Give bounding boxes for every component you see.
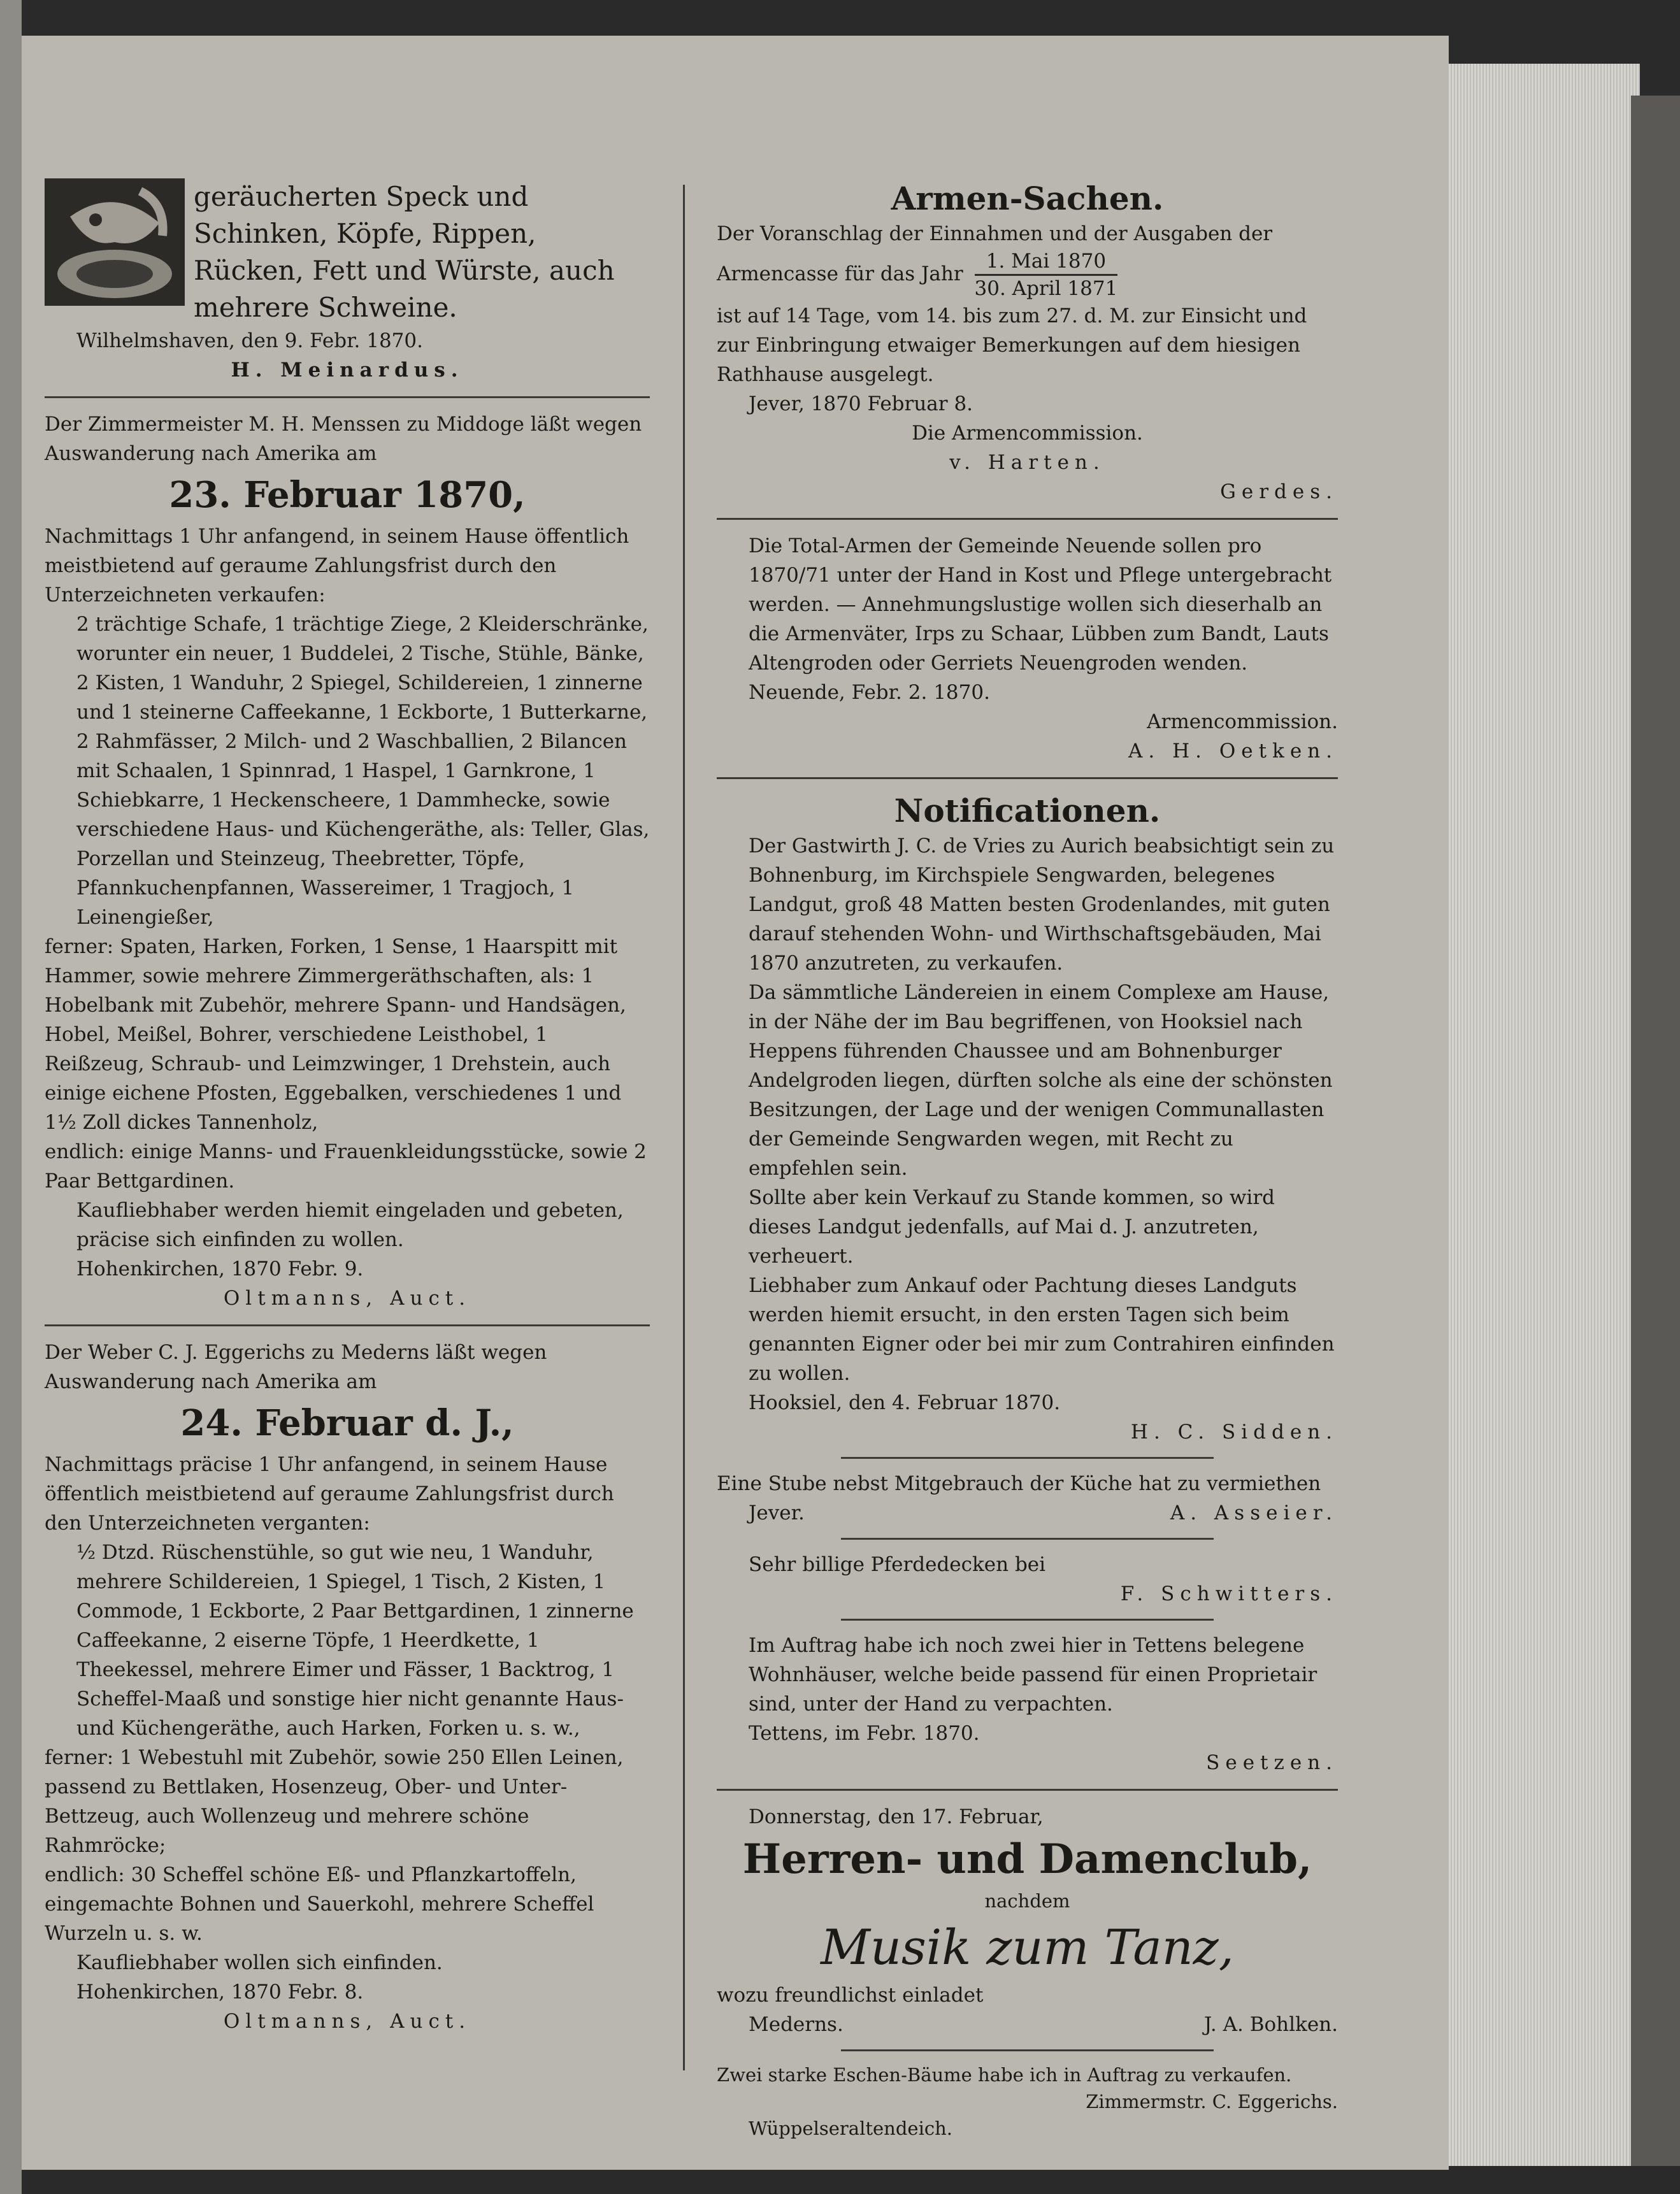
notif-paragraph-1: Der Gastwirth J. C. de Vries zu Aurich beabsichtigt sein zu Bohnenburg, im Kirchspiele Sengwarden, belegenes Landgut, groß 48 Matten besten Grodenlandes, mit guten darauf stehenden Wohn- und Wirthschaftsgebäuden, Mai 1870 anzutreten, zu verkaufen. (749, 835, 1335, 975)
baum-place: Wüppelseraltendeich. (749, 2118, 952, 2139)
notif-paragraph-2: Da sämmtliche Ländereien in einem Complexe am Hause, in der Nähe der im Bau begriffenen, von Hooksiel nach Heppens führenden Chaussee und am Bohnenburger Andelgroden liegen, dürften solche als eine der schönsten Besitzungen, der Lage und der wenigen Communallasten der Gemeinde Sengwarden wegen, mit Recht zu empfehlen sein. (749, 981, 1333, 1180)
armen-sachen-ad (717, 178, 1338, 506)
notificationen-ad (717, 791, 1338, 1447)
armen-date-fraction (975, 248, 1118, 301)
club-date: Donnerstag, den 17. Februar, (749, 1805, 1044, 1828)
adjacent-page-edge (0, 0, 22, 2194)
neuende-place-date: Neuende, Febr. 2. 1870. (749, 681, 990, 704)
armen-commission: Die Armencommission. (912, 422, 1143, 445)
tettens-text: Im Auftrag habe ich noch zwei hier in Tettens belegene Wohnhäuser, welche beide passend für einen Proprietair sind, unter der Hand zu verpachten. (749, 1634, 1317, 1716)
neuende-commission: Armencommission. (1147, 710, 1338, 733)
book-page-stack (1449, 64, 1640, 2166)
notif-heading: Notificationen. (894, 792, 1161, 829)
speck-ad-text: geräucherten Speck und Schinken, Köpfe, Rippen, Rücken, Fett und Würste, auch mehrere Schweine. (194, 181, 615, 323)
auction1-place-date: Hohenkirchen, 1870 Febr. 9. (76, 1258, 364, 1280)
stube-ad (717, 1469, 1338, 1528)
armen-text-1: Der Voranschlag der Einnahmen und der Ausgaben der Armencasse für das Jahr (717, 222, 1273, 285)
stube-signature: A. Asseier. (1170, 1502, 1338, 1524)
speck-place-date: Wilhelmshaven, den 9. Febr. 1870. (76, 329, 423, 352)
auction2-body: Nachmittags präcise 1 Uhr anfangend, in seinem Hause öffentlich meistbietend auf geraume Zahlungsfrist durch den Unterzeichneten verganten: (45, 1453, 614, 1535)
club-title: Herren- und Damenclub, (742, 1835, 1312, 1883)
pferdedecken-ad (717, 1550, 1338, 1609)
auction2-place-date: Hohenkirchen, 1870 Febr. 8. (76, 1981, 364, 2004)
tettens-ad (717, 1631, 1338, 1777)
auction2-intro: Der Weber C. J. Eggerichs zu Mederns läßt wegen Auswanderung nach Amerika am (45, 1341, 547, 1393)
auction1-invite: Kaufliebhaber werden hiemit eingeladen und gebeten, präcise sich einfinden zu wollen. (76, 1199, 624, 1251)
auction2-endlich: endlich: 30 Scheffel schöne Eß- und Pflanzkartoffeln, eingemachte Bohnen und Sauerkohl, mehrere Scheffel Wurzeln u. s. w. (45, 1863, 594, 1945)
auction2-invite: Kaufliebhaber wollen sich einfinden. (76, 1951, 443, 1974)
right-column (717, 178, 1338, 2142)
armen-heading: Armen-Sachen. (891, 180, 1164, 217)
notif-paragraph-4: Liebhaber zum Ankauf oder Pachtung dieses Landguts werden hiemit ersucht, in den ersten Tagen sich beim genannten Eigner oder bei mir zum Contrahiren einfinden zu wollen. (749, 1274, 1335, 1385)
club-invite: wozu freundlichst einladet (717, 1984, 984, 2007)
separator (841, 1457, 1214, 1459)
stube-place: Jever. (749, 1502, 805, 1524)
armen-date-top: 1. Mai 1870 (975, 248, 1118, 276)
left-column (45, 178, 650, 2036)
auction2-date: 24. Februar d. J., (180, 1402, 514, 1444)
stube-text: Eine Stube nebst Mitgebrauch der Küche hat zu vermiethen (717, 1472, 1321, 1495)
armen-place-date: Jever, 1870 Februar 8. (749, 392, 973, 415)
notif-signature: H. C. Sidden. (1130, 1421, 1338, 1444)
auction2-items: ½ Dtzd. Rüschenstühle, so gut wie neu, 1 Wanduhr, mehrere Schildereien, 1 Spiegel, 1 Tisch, 2 Kisten, 1 Commode, 1 Eckborte, 2 Paar Bettgardinen, 1 zinnerne Caffeekanne, 2 eiserne Töpfe, 1 Heerdkette, 1 Theekessel, mehrere Eimer und Fässer, 1 Backtrog, 1 Scheffel-Maaß und sonstige hier nicht genannte Haus- und Küchengeräthe, auch Harken, Forken u. s. w., (76, 1541, 634, 1740)
armen-signature-1: v. Harten. (949, 451, 1105, 474)
baum-signature: Zimmermstr. C. Eggerichs. (1086, 2091, 1338, 2112)
club-signature: J. A. Bohlken. (1203, 2013, 1338, 2036)
auction1-intro: Der Zimmermeister M. H. Menssen zu Middoge läßt wegen Auswanderung nach Amerika am (45, 413, 642, 465)
club-ad (717, 1802, 1338, 2039)
club-place: Mederns. (749, 2013, 844, 2036)
auction2-ferner: ferner: 1 Webestuhl mit Zubehör, sowie 250 Ellen Leinen, passend zu Bettlaken, Hosenzeug, Ober- und Unter-Bettzeug, auch Wollenzeug und mehrere schöne Rahmröcke; (45, 1746, 624, 1857)
auction2-signature: Oltmanns, Auct. (223, 2010, 471, 2033)
armen-date-bottom: 30. April 1871 (974, 277, 1118, 300)
separator (717, 777, 1338, 779)
pferde-signature: F. Schwitters. (1120, 1582, 1338, 1605)
auction1-body: Nachmittags 1 Uhr anfangend, in seinem Hause öffentlich meistbietend auf geraume Zahlungsfrist durch den Unterzeichneten verkaufen: (45, 525, 629, 606)
armen-text-2: ist auf 14 Tage, vom 14. bis zum 27. d. M. zur Einsicht und zur Einbringung etwaiger Bemerkungen auf dem hiesigen Rathhause ausgelegt. (717, 305, 1307, 386)
auction1-ferner: ferner: Spaten, Harken, Forken, 1 Sense, 1 Haarspitt mit Hammer, sowie mehrere Zimmergeräthschaften, als: 1 Hobelbank mit Zubehör, mehrere Spann- und Handsägen, Hobel, Meißel, Bohrer, verschiedene Leisthobel, 1 Reißzeug, Schraub- und Leimzwinger, 1 Drehstein, auch einige eichene Pfosten, Eggebalken, verschiedenes 1 und 1½ Zoll dickes Tannenholz, (45, 935, 626, 1134)
separator (717, 1789, 1338, 1791)
notif-paragraph-3: Sollte aber kein Verkauf zu Stande kommen, so wird dieses Landgut jedenfalls, auf Mai d. J. anzutreten, verheuert. (749, 1186, 1275, 1268)
separator (45, 1324, 650, 1326)
separator (841, 2049, 1214, 2051)
neuende-signature: A. H. Oetken. (1128, 740, 1338, 763)
auction1-items: 2 trächtige Schafe, 1 trächtige Ziege, 2 Kleiderschränke, worunter ein neuer, 1 Buddelei, 2 Tische, Stühle, Bänke, 2 Kisten, 1 Wanduhr, 2 Spiegel, Schildereien, 1 zinnerne und 1 steinerne Caffeekanne, 1 Eckborte, 1 Butterkarne, 2 Rahmfässer, 2 Milch- und 2 Waschballien, 2 Bilancen mit Schaalen, 1 Spinnrad, 1 Haspel, 1 Garnkrone, 1 Schiebkarre, 1 Heckenscheere, 1 Dammhecke, sowie verschiedene Haus- und Küchengeräthe, als: Teller, Glas, Porzellan und Steinzeug, Theebretter, Töpfe, Pfannkuchenpfannen, Wassereimer, 1 Tragjoch, 1 Leinengießer, (76, 613, 650, 929)
speck-ad (45, 178, 650, 385)
auction1-signature: Oltmanns, Auct. (223, 1287, 471, 1310)
speck-signature: H. Meinardus. (231, 359, 464, 382)
club-musik: Musik zum Tanz, (821, 1919, 1234, 1975)
separator (841, 1538, 1214, 1540)
baum-text: Zwei starke Eschen-Bäume habe ich in Auftrag zu verkaufen. (717, 2064, 1292, 2086)
column-divider (683, 185, 685, 2070)
armen-signature-2: Gerdes. (1220, 480, 1338, 503)
notif-place-date: Hooksiel, den 4. Februar 1870. (749, 1391, 1061, 1414)
separator (717, 518, 1338, 520)
tettens-signature: Seetzen. (1206, 1751, 1338, 1774)
club-nachdem: nachdem (984, 1890, 1070, 1912)
separator (841, 1619, 1214, 1621)
auction1-date: 23. Februar 1870, (169, 474, 526, 516)
auction-ad-1 (45, 410, 650, 1313)
pferde-text: Sehr billige Pferdedecken bei (749, 1553, 1046, 1576)
baum-ad (717, 2061, 1338, 2142)
tettens-place-date: Tettens, im Febr. 1870. (749, 1722, 980, 1745)
neuende-ad (717, 531, 1338, 766)
pig-illustration-icon (45, 178, 185, 306)
auction-ad-2 (45, 1338, 650, 2036)
auction1-endlich: endlich: einige Manns- und Frauenkleidungsstücke, sowie 2 Paar Bettgardinen. (45, 1140, 647, 1193)
neuende-text: Die Total-Armen der Gemeinde Neuende sollen pro 1870/71 unter der Hand in Kost und Pflege untergebracht werden. — Annehmungslustige wollen sich dieserhalb an die Armenväter, Irps zu Schaar, Lübben zum Bandt, Lauts Altengroden oder Gerriets Neuengroden wenden. (749, 534, 1332, 675)
separator (45, 396, 650, 398)
book-cover-shadow (1631, 96, 1680, 2166)
